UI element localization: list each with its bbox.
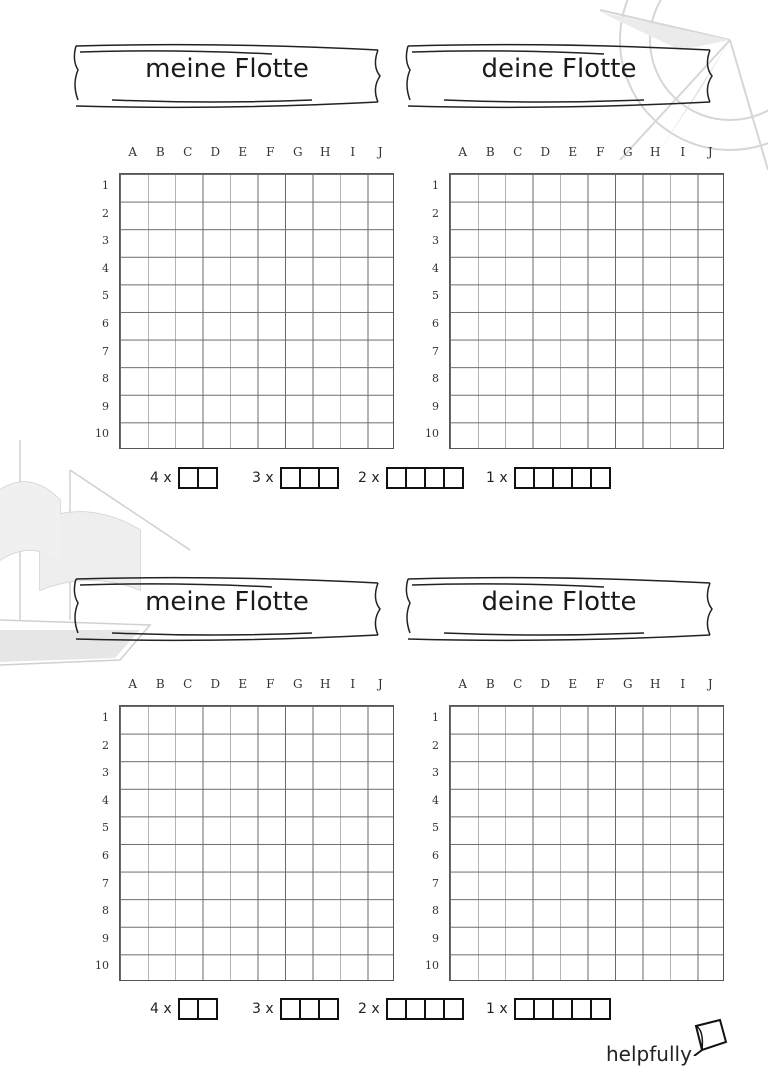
row-label: 7	[432, 344, 439, 358]
column-label: B	[485, 145, 495, 159]
banner-title: deine Flotte	[481, 54, 637, 84]
row-label: 5	[432, 821, 439, 835]
ship-cell	[405, 998, 426, 1020]
ship-count: 4 x	[150, 470, 172, 486]
column-label: B	[155, 677, 165, 691]
column-label: H	[320, 145, 331, 159]
board-my-fleet-top	[91, 145, 383, 445]
board-my-fleet-bottom	[91, 677, 383, 977]
ship-cell	[552, 467, 573, 489]
column-label: A	[128, 145, 138, 159]
ship-cell	[443, 998, 464, 1020]
column-label: G	[622, 145, 633, 159]
ship-cell	[178, 467, 199, 489]
banner-your-fleet-top	[404, 40, 714, 112]
row-label: 9	[432, 931, 439, 945]
ship-shape	[280, 467, 339, 489]
row-label: 10	[425, 427, 439, 441]
row-label: 9	[432, 399, 439, 413]
column-label: B	[485, 677, 495, 691]
ship-cell	[533, 467, 554, 489]
row-label: 5	[102, 289, 109, 303]
column-label: F	[266, 145, 275, 159]
column-label: A	[128, 677, 138, 691]
banner-title: deine Flotte	[481, 587, 637, 617]
ship-cell	[318, 467, 339, 489]
board-your-fleet-top	[421, 145, 713, 445]
battleship-grid[interactable]	[449, 173, 724, 449]
ship-shape	[386, 467, 464, 489]
fleet-legend-bottom	[150, 996, 640, 1022]
ship-count: 4 x	[150, 1001, 172, 1017]
ship-shape	[178, 467, 218, 489]
row-label: 10	[95, 427, 109, 441]
row-label: 6	[102, 849, 109, 862]
column-label: J	[707, 677, 713, 691]
column-label: B	[155, 145, 165, 159]
row-label: 4	[432, 261, 439, 275]
battleship-grid[interactable]	[449, 705, 724, 981]
ship-cell	[533, 998, 554, 1020]
ship-cell	[299, 998, 320, 1020]
row-label: 2	[102, 206, 109, 220]
column-label: G	[292, 677, 303, 691]
column-label: J	[707, 145, 713, 159]
row-label: 1	[432, 179, 439, 192]
column-label: C	[513, 145, 523, 159]
column-label: H	[320, 677, 331, 691]
column-label: H	[650, 677, 661, 691]
fleet-item	[486, 996, 611, 1022]
banner-your-fleet-bottom	[404, 573, 714, 645]
column-headers	[91, 677, 383, 695]
ship-shape	[178, 998, 218, 1020]
logo-text: helpfully	[606, 1042, 692, 1066]
row-label: 3	[102, 234, 109, 248]
column-label: F	[266, 677, 275, 691]
banner-title: meine Flotte	[145, 54, 309, 84]
column-headers	[421, 677, 713, 695]
column-label: F	[596, 677, 605, 691]
column-label: E	[568, 677, 578, 691]
ship-cell	[571, 467, 592, 489]
ship-cell	[590, 998, 611, 1020]
ship-count: 1 x	[486, 1001, 508, 1017]
ship-cell	[280, 467, 301, 489]
helpfully-logo	[606, 1030, 736, 1070]
column-label: D	[210, 677, 221, 691]
fleet-item	[358, 465, 464, 491]
column-label: A	[458, 677, 468, 691]
fleet-item	[150, 465, 218, 491]
column-label: D	[540, 145, 551, 159]
row-label: 8	[432, 372, 439, 386]
ship-shape	[386, 998, 464, 1020]
row-label: 3	[432, 234, 439, 248]
column-label: I	[680, 145, 686, 159]
fleet-item	[150, 996, 218, 1022]
ship-count: 1 x	[486, 470, 508, 486]
ship-cell	[280, 998, 301, 1020]
row-label: 10	[425, 959, 439, 973]
column-label: I	[350, 677, 356, 691]
column-label: E	[568, 145, 578, 159]
row-label: 8	[432, 904, 439, 918]
row-label: 2	[432, 738, 439, 752]
ship-cell	[424, 467, 445, 489]
banner-title: meine Flotte	[145, 587, 309, 617]
ship-cell	[571, 998, 592, 1020]
banner-my-fleet-bottom	[72, 573, 382, 645]
row-label: 8	[102, 372, 109, 386]
row-label: 3	[102, 766, 109, 780]
column-label: I	[680, 677, 686, 691]
fleet-legend-top	[150, 465, 640, 491]
row-label: 6	[102, 317, 109, 330]
banner-my-fleet-top	[72, 40, 382, 112]
column-label: A	[458, 145, 468, 159]
row-label: 3	[432, 766, 439, 780]
row-label: 6	[432, 849, 439, 862]
ship-shape	[514, 467, 611, 489]
row-label: 4	[102, 793, 109, 807]
fleet-item	[486, 465, 611, 491]
row-label: 1	[432, 711, 439, 724]
row-label: 7	[102, 344, 109, 358]
column-label: E	[238, 145, 248, 159]
column-label: G	[292, 145, 303, 159]
row-label: 2	[102, 738, 109, 752]
column-label: C	[183, 677, 193, 691]
column-label: C	[513, 677, 523, 691]
flag-icon	[690, 1016, 730, 1056]
row-label: 6	[432, 317, 439, 330]
ship-cell	[197, 467, 218, 489]
ship-count: 2 x	[358, 470, 380, 486]
row-label: 5	[432, 289, 439, 303]
row-label: 1	[102, 179, 109, 192]
ship-cell	[405, 467, 426, 489]
row-label: 8	[102, 904, 109, 918]
ship-cell	[178, 998, 199, 1020]
column-label: J	[377, 677, 383, 691]
ship-cell	[386, 467, 407, 489]
column-label: I	[350, 145, 356, 159]
ship-cell	[514, 467, 535, 489]
ship-shape	[280, 998, 339, 1020]
ship-count: 3 x	[252, 470, 274, 486]
ship-cell	[386, 998, 407, 1020]
column-label: F	[596, 145, 605, 159]
column-label: J	[377, 145, 383, 159]
row-label: 4	[102, 261, 109, 275]
row-label: 4	[432, 793, 439, 807]
fleet-item	[252, 465, 339, 491]
row-label: 7	[102, 876, 109, 890]
column-headers	[421, 145, 713, 163]
column-label: D	[540, 677, 551, 691]
column-label: H	[650, 145, 661, 159]
board-your-fleet-bottom	[421, 677, 713, 977]
column-label: C	[183, 145, 193, 159]
row-label: 5	[102, 821, 109, 835]
row-label: 10	[95, 959, 109, 973]
ship-cell	[318, 998, 339, 1020]
column-headers	[91, 145, 383, 163]
battleship-grid[interactable]	[119, 173, 394, 449]
row-label: 1	[102, 711, 109, 724]
ship-cell	[299, 467, 320, 489]
row-label: 7	[432, 876, 439, 890]
fleet-item	[358, 996, 464, 1022]
battleship-grid[interactable]	[119, 705, 394, 981]
ship-cell	[514, 998, 535, 1020]
column-label: D	[210, 145, 221, 159]
ship-count: 3 x	[252, 1001, 274, 1017]
fleet-item	[252, 996, 339, 1022]
ship-count: 2 x	[358, 1001, 380, 1017]
ship-cell	[197, 998, 218, 1020]
column-label: E	[238, 677, 248, 691]
row-label: 2	[432, 206, 439, 220]
row-label: 9	[102, 931, 109, 945]
ship-cell	[424, 998, 445, 1020]
ship-shape	[514, 998, 611, 1020]
ship-cell	[443, 467, 464, 489]
column-label: G	[622, 677, 633, 691]
row-label: 9	[102, 399, 109, 413]
ship-cell	[590, 467, 611, 489]
ship-cell	[552, 998, 573, 1020]
